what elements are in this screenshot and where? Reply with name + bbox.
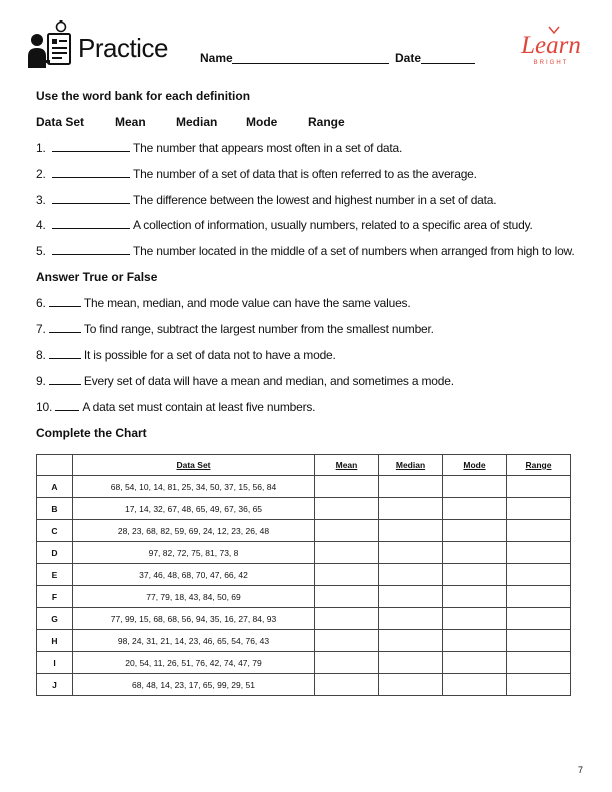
mean-answer-cell[interactable] — [315, 542, 379, 564]
word-bank-item: Mode — [246, 115, 278, 129]
mode-answer-cell[interactable] — [443, 608, 507, 630]
true-false-item — [36, 400, 315, 414]
row-label: J — [37, 674, 73, 696]
word-bank-item: Mean — [115, 115, 146, 129]
word-bank-item: Range — [308, 115, 345, 129]
range-answer-cell[interactable] — [507, 542, 571, 564]
data-chart — [36, 454, 571, 696]
table-row — [37, 498, 571, 520]
word-bank-item: Data Set — [36, 115, 85, 129]
question-text: The number located in the middle of a set of numbers when arranged from high to low. — [133, 244, 575, 258]
logo-word: Learn — [521, 32, 581, 59]
definition-item — [36, 244, 575, 258]
row-label: I — [37, 652, 73, 674]
table-row — [37, 586, 571, 608]
question-number: 3. — [36, 193, 46, 207]
mode-answer-cell[interactable] — [443, 520, 507, 542]
median-answer-cell[interactable] — [379, 542, 443, 564]
mode-answer-cell[interactable] — [443, 652, 507, 674]
data-set-cell: 98, 24, 31, 21, 14, 23, 46, 65, 54, 76, 43 — [73, 630, 315, 652]
range-answer-cell[interactable] — [507, 498, 571, 520]
learn-bright-logo — [516, 24, 586, 70]
true-false-item — [36, 348, 336, 362]
table-row — [37, 630, 571, 652]
row-label: F — [37, 586, 73, 608]
question-number: 1. — [36, 141, 46, 155]
table-row — [37, 520, 571, 542]
data-set-cell: 20, 54, 11, 26, 51, 76, 42, 74, 47, 79 — [73, 652, 315, 674]
question-text: The number that appears most often in a set of data. — [133, 141, 403, 155]
median-answer-cell[interactable] — [379, 608, 443, 630]
answer-blank[interactable] — [52, 244, 130, 255]
table-row — [37, 542, 571, 564]
answer-blank[interactable] — [55, 400, 79, 411]
mean-answer-cell[interactable] — [315, 652, 379, 674]
mode-answer-cell[interactable] — [443, 542, 507, 564]
data-set-cell: 68, 54, 10, 14, 81, 25, 34, 50, 37, 15, 56, 84 — [73, 476, 315, 498]
median-answer-cell[interactable] — [379, 476, 443, 498]
range-answer-cell[interactable] — [507, 564, 571, 586]
question-text: Every set of data will have a mean and median, and sometimes a mode. — [83, 374, 454, 388]
data-set-cell: 17, 14, 32, 67, 48, 65, 49, 67, 36, 65 — [73, 498, 315, 520]
word-bank-heading: Use the word bank for each definition — [36, 89, 251, 103]
corner-cell — [37, 455, 73, 476]
table-row — [37, 608, 571, 630]
table-row — [37, 476, 571, 498]
median-answer-cell[interactable] — [379, 520, 443, 542]
mode-answer-cell[interactable] — [443, 564, 507, 586]
mode-answer-cell[interactable] — [443, 674, 507, 696]
definition-item — [36, 141, 402, 155]
mode-answer-cell[interactable] — [443, 498, 507, 520]
question-number: 9. — [36, 374, 46, 388]
answer-blank[interactable] — [52, 167, 130, 178]
table-row — [37, 564, 571, 586]
definition-item — [36, 167, 477, 181]
name-label: Name — [200, 51, 233, 65]
answer-blank[interactable] — [49, 374, 81, 385]
median-answer-cell[interactable] — [379, 630, 443, 652]
question-text: To find range, subtract the largest number from the smallest number. — [83, 322, 434, 336]
column-header: Mode — [443, 455, 507, 476]
mode-answer-cell[interactable] — [443, 630, 507, 652]
question-number: 2. — [36, 167, 46, 181]
row-label: B — [37, 498, 73, 520]
answer-blank[interactable] — [52, 218, 130, 229]
row-label: H — [37, 630, 73, 652]
mean-answer-cell[interactable] — [315, 674, 379, 696]
mean-answer-cell[interactable] — [315, 564, 379, 586]
mean-answer-cell[interactable] — [315, 498, 379, 520]
table-row — [37, 674, 571, 696]
column-header: Median — [379, 455, 443, 476]
question-text: A data set must contain at least five numbers. — [82, 400, 316, 414]
mean-answer-cell[interactable] — [315, 586, 379, 608]
name-field[interactable] — [232, 63, 389, 64]
range-answer-cell[interactable] — [507, 476, 571, 498]
question-number: 5. — [36, 244, 46, 258]
question-number: 10. — [36, 400, 53, 414]
page-number: 7 — [578, 765, 584, 775]
answer-blank[interactable] — [52, 193, 130, 204]
date-label: Date — [395, 51, 422, 65]
question-number: 7. — [36, 322, 46, 336]
row-label: G — [37, 608, 73, 630]
median-answer-cell[interactable] — [379, 586, 443, 608]
answer-blank[interactable] — [49, 296, 81, 307]
mean-answer-cell[interactable] — [315, 630, 379, 652]
logo-subtitle: BRIGHT — [533, 60, 569, 66]
page-title: Practice — [78, 33, 168, 63]
column-header: Range — [507, 455, 571, 476]
question-text: It is possible for a set of data not to have a mode. — [83, 348, 336, 362]
row-label: C — [37, 520, 73, 542]
question-number: 6. — [36, 296, 46, 310]
data-set-cell: 77, 79, 18, 43, 84, 50, 69 — [73, 586, 315, 608]
answer-blank[interactable] — [49, 348, 81, 359]
median-answer-cell[interactable] — [379, 674, 443, 696]
date-field[interactable] — [421, 63, 475, 64]
table-row — [37, 652, 571, 674]
range-answer-cell[interactable] — [507, 520, 571, 542]
row-label: A — [37, 476, 73, 498]
row-label: E — [37, 564, 73, 586]
true-false-item — [36, 374, 454, 388]
word-bank-item: Median — [176, 115, 218, 129]
column-header: Data Set — [73, 455, 315, 476]
question-text: A collection of information, usually numbers, related to a specific area of study. — [133, 218, 533, 232]
mean-answer-cell[interactable] — [315, 608, 379, 630]
data-set-cell: 97, 82, 72, 75, 81, 73, 8 — [73, 542, 315, 564]
true-false-heading: Answer True or False — [36, 270, 158, 284]
true-false-item — [36, 322, 434, 336]
chart-header-row — [37, 455, 571, 476]
chart-heading: Complete the Chart — [36, 426, 147, 440]
range-answer-cell[interactable] — [507, 652, 571, 674]
answer-blank[interactable] — [49, 322, 81, 333]
median-answer-cell[interactable] — [379, 498, 443, 520]
answer-blank[interactable] — [52, 141, 130, 152]
mode-answer-cell[interactable] — [443, 586, 507, 608]
range-answer-cell[interactable] — [507, 586, 571, 608]
data-set-cell: 68, 48, 14, 23, 17, 65, 99, 29, 51 — [73, 674, 315, 696]
question-number: 4. — [36, 218, 46, 232]
mode-answer-cell[interactable] — [443, 476, 507, 498]
mean-answer-cell[interactable] — [315, 476, 379, 498]
median-answer-cell[interactable] — [379, 564, 443, 586]
chart-body — [37, 476, 571, 696]
median-answer-cell[interactable] — [379, 652, 443, 674]
question-text: The difference between the lowest and highest number in a set of data. — [133, 193, 497, 207]
definition-item — [36, 218, 533, 232]
data-set-cell: 77, 99, 15, 68, 68, 56, 94, 35, 16, 27, 84, 93 — [73, 608, 315, 630]
mean-answer-cell[interactable] — [315, 520, 379, 542]
definition-item — [36, 193, 496, 207]
row-label: D — [37, 542, 73, 564]
question-number: 8. — [36, 348, 46, 362]
range-answer-cell[interactable] — [507, 630, 571, 652]
column-header: Mean — [315, 455, 379, 476]
range-answer-cell[interactable] — [507, 608, 571, 630]
data-set-cell: 28, 23, 68, 82, 59, 69, 24, 12, 23, 26, 48 — [73, 520, 315, 542]
range-answer-cell[interactable] — [507, 674, 571, 696]
question-text: The number of a set of data that is often referred to as the average. — [133, 167, 477, 181]
student-stopwatch-icon — [28, 20, 74, 70]
true-false-item — [36, 296, 411, 310]
data-set-cell: 37, 46, 48, 68, 70, 47, 66, 42 — [73, 564, 315, 586]
question-text: The mean, median, and mode value can have the same values. — [83, 296, 411, 310]
